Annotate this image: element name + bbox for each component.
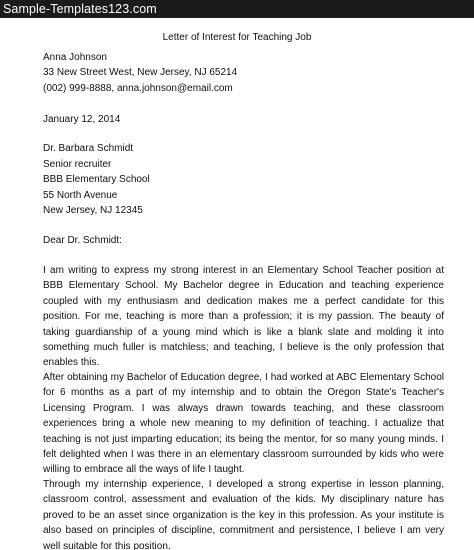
- letter-page: [0, 18, 474, 550]
- recipient-street: 55 North Avenue: [43, 190, 118, 201]
- sender-address: 33 New Street West, New Jersey, NJ 65214: [43, 67, 238, 78]
- body-paragraph: I am writing to express my strong interest in an Elementary School Teacher position at BBB Elementary School. My Bachelor degree in Education and teaching experience coupled with my enthusiasm and dedication makes me a perfect candidate for this position. For me, teaching is more than a profession; it is my passion. The beauty of taking guardianship of a young mind which is like a blank slate and molding it into something much fuller is matchless; and teaching, I believe is the only profession that enables this.: [43, 265, 444, 369]
- recipient-title: Senior recruiter: [43, 159, 112, 170]
- recipient-city: New Jersey, NJ 12345: [43, 205, 143, 216]
- recipient-name: Dr. Barbara Schmidt: [43, 143, 134, 154]
- recipient-organization: BBB Elementary School: [43, 174, 150, 185]
- body-paragraph: After obtaining my Bachelor of Education degree, I had worked at ABC Elementary School for 6 months as a part of my internship and to obtain the Oregon State's Teacher's Licensing Program. I was always drawn towards teaching, and these classroom experiences bring a whole new meaning to my definition of teaching. I actualize that teaching is not just imparting education; its being the mentor, for so many young minds. I felt delighted when I was there in an elementary classroom surrounded by kids who were willing to embrace all the ways of life I taught.: [43, 372, 444, 476]
- letter-date: January 12, 2014: [43, 114, 121, 125]
- sender-contact: (002) 999-8888, anna.johnson@email.com: [43, 83, 233, 94]
- salutation: Dear Dr. Schmidt:: [43, 235, 122, 246]
- document-title: Letter of Interest for Teaching Job: [162, 32, 312, 43]
- watermark-text: Sample-Templates123.com: [3, 2, 157, 16]
- sender-name: Anna Johnson: [43, 52, 107, 63]
- body-paragraph: Through my internship experience, I developed a strong expertise in lesson planning, classroom control, assessment and evaluation of the kids. My disciplinary nature has proved to be an asset since organization is the key in this profession. As your institute is also based on principles of discipline, commitment and persistence, I believe I am very well suitable for this position.: [43, 479, 444, 550]
- watermark-banner: [0, 0, 474, 18]
